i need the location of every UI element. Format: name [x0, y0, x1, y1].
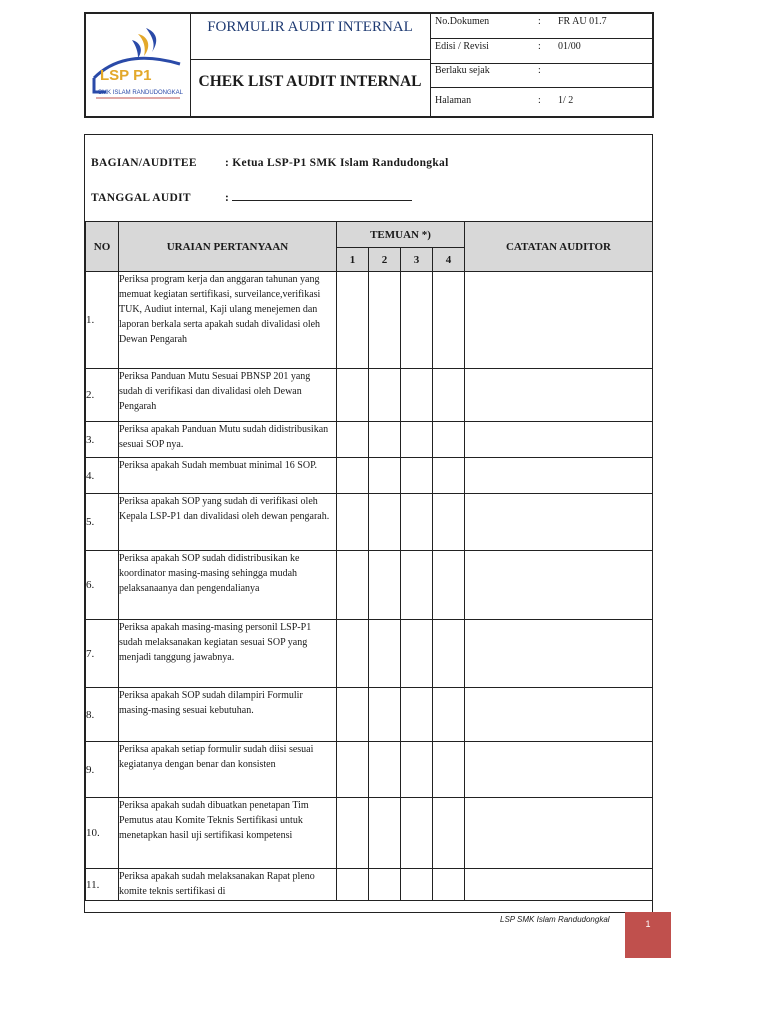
temuan-3-cell[interactable] [401, 369, 433, 422]
temuan-3-cell[interactable] [401, 272, 433, 369]
catatan-cell[interactable] [465, 369, 653, 422]
temuan-1-cell[interactable] [337, 272, 369, 369]
temuan-3-cell[interactable] [401, 620, 433, 688]
meta-colon: : [538, 16, 541, 27]
temuan-3-cell[interactable] [401, 798, 433, 869]
temuan-4-cell[interactable] [433, 458, 465, 494]
logo-text: LSP P1 [100, 67, 152, 84]
catatan-cell[interactable] [465, 620, 653, 688]
meta-value: 1/ 2 [558, 95, 574, 106]
temuan-1-cell[interactable] [337, 620, 369, 688]
temuan-1-cell[interactable] [337, 458, 369, 494]
temuan-1-cell[interactable] [337, 869, 369, 901]
catatan-cell[interactable] [465, 272, 653, 369]
logo-cell [86, 14, 191, 116]
date-field [91, 189, 412, 204]
temuan-1-cell[interactable] [337, 422, 369, 458]
row-number: 3. [86, 422, 119, 458]
meta-row [430, 14, 652, 39]
col-temuan-2: 2 [369, 248, 401, 272]
temuan-4-cell[interactable] [433, 551, 465, 620]
catatan-cell[interactable] [465, 494, 653, 551]
meta-key: No.Dokumen [435, 16, 490, 27]
question-text: Periksa apakah SOP sudah didistribusikan ke koordinator masing-masing sehingga mudah pelaksanaanya dan pengendalianya [119, 551, 337, 620]
meta-row [430, 39, 652, 64]
temuan-3-cell[interactable] [401, 688, 433, 742]
document-header [84, 12, 654, 118]
table-row [86, 620, 653, 688]
table-row [86, 742, 653, 798]
temuan-4-cell[interactable] [433, 422, 465, 458]
temuan-4-cell[interactable] [433, 688, 465, 742]
temuan-3-cell[interactable] [401, 494, 433, 551]
temuan-2-cell[interactable] [369, 688, 401, 742]
date-label: TANGGAL AUDIT [91, 192, 191, 204]
col-catatan: CATATAN AUDITOR [465, 222, 653, 272]
lsp-logo [86, 14, 190, 116]
meta-value: 01/00 [558, 41, 581, 52]
temuan-2-cell[interactable] [369, 869, 401, 901]
date-input-line[interactable] [232, 189, 412, 201]
question-text: Periksa Panduan Mutu Sesuai PBNSP 201 yang sudah di verifikasi dan divalidasi oleh Dewan Pengarah [119, 369, 337, 422]
catatan-cell[interactable] [465, 458, 653, 494]
temuan-2-cell[interactable] [369, 494, 401, 551]
temuan-3-cell[interactable] [401, 869, 433, 901]
table-row [86, 551, 653, 620]
row-number: 10. [86, 798, 119, 869]
checklist-table [85, 221, 653, 901]
meta-colon: : [538, 95, 541, 106]
catatan-cell[interactable] [465, 551, 653, 620]
temuan-1-cell[interactable] [337, 742, 369, 798]
col-temuan-3: 3 [401, 248, 433, 272]
date-colon: : [225, 192, 230, 204]
temuan-1-cell[interactable] [337, 494, 369, 551]
row-number: 11. [86, 869, 119, 901]
temuan-2-cell[interactable] [369, 369, 401, 422]
question-text: Periksa apakah sudah dibuatkan penetapan Tim Pemutus atau Komite Teknis Sertifikasi untuk menetapkan hasil uji sertifikasi kompetensi [119, 798, 337, 869]
row-number: 9. [86, 742, 119, 798]
table-row [86, 422, 653, 458]
col-temuan: TEMUAN *) [337, 222, 465, 248]
temuan-1-cell[interactable] [337, 688, 369, 742]
temuan-4-cell[interactable] [433, 369, 465, 422]
temuan-2-cell[interactable] [369, 272, 401, 369]
temuan-4-cell[interactable] [433, 742, 465, 798]
temuan-1-cell[interactable] [337, 369, 369, 422]
form-title: FORMULIR AUDIT INTERNAL [190, 14, 430, 60]
temuan-2-cell[interactable] [369, 620, 401, 688]
title-cell [190, 14, 431, 116]
auditee-value: : Ketua LSP-P1 SMK Islam Randudongkal [225, 157, 449, 169]
table-row [86, 869, 653, 901]
col-no: NO [86, 222, 119, 272]
temuan-1-cell[interactable] [337, 551, 369, 620]
meta-colon: : [538, 41, 541, 52]
catatan-cell[interactable] [465, 422, 653, 458]
temuan-4-cell[interactable] [433, 272, 465, 369]
row-number: 2. [86, 369, 119, 422]
question-text: Periksa apakah Sudah membuat minimal 16 SOP. [119, 458, 337, 494]
catatan-cell[interactable] [465, 798, 653, 869]
meta-value: FR AU 01.7 [558, 16, 607, 27]
catatan-cell[interactable] [465, 688, 653, 742]
catatan-cell[interactable] [465, 869, 653, 901]
checklist-title: CHEK LIST AUDIT INTERNAL [198, 73, 422, 90]
temuan-4-cell[interactable] [433, 869, 465, 901]
page-number: 1 [625, 912, 671, 958]
meta-key: Berlaku sejak [435, 65, 490, 76]
col-uraian: URAIAN PERTANYAAN [119, 222, 337, 272]
temuan-4-cell[interactable] [433, 494, 465, 551]
col-temuan-1: 1 [337, 248, 369, 272]
footer-org: LSP SMK Islam Randudongkal [500, 915, 610, 924]
meta-colon: : [538, 65, 541, 76]
question-text: Periksa apakah Panduan Mutu sudah didistribusikan sesuai SOP nya. [119, 422, 337, 458]
catatan-cell[interactable] [465, 742, 653, 798]
row-number: 1. [86, 272, 119, 369]
row-number: 8. [86, 688, 119, 742]
row-number: 7. [86, 620, 119, 688]
row-number: 4. [86, 458, 119, 494]
question-text: Periksa apakah masing-masing personil LSP-P1 sudah melaksanakan kegiatan sesuai SOP yang menjadi tanggung jawabnya. [119, 620, 337, 688]
meta-row [430, 90, 652, 114]
table-row [86, 369, 653, 422]
audit-form [84, 134, 653, 913]
table-row [86, 494, 653, 551]
temuan-4-cell[interactable] [433, 798, 465, 869]
temuan-2-cell[interactable] [369, 551, 401, 620]
temuan-2-cell[interactable] [369, 458, 401, 494]
temuan-2-cell[interactable] [369, 422, 401, 458]
row-number: 5. [86, 494, 119, 551]
temuan-2-cell[interactable] [369, 798, 401, 869]
temuan-2-cell[interactable] [369, 742, 401, 798]
auditee-label: BAGIAN/AUDITEE [91, 157, 197, 169]
col-temuan-4: 4 [433, 248, 465, 272]
table-row [86, 688, 653, 742]
table-row [86, 798, 653, 869]
temuan-3-cell[interactable] [401, 742, 433, 798]
temuan-3-cell[interactable] [401, 422, 433, 458]
logo-subtext: SMK ISLAM RANDUDONGKAL [98, 90, 184, 96]
temuan-1-cell[interactable] [337, 798, 369, 869]
auditee-field [91, 157, 449, 169]
meta-key: Edisi / Revisi [435, 41, 489, 52]
question-text: Periksa program kerja dan anggaran tahunan yang memuat kegiatan sertifikasi, surveilance,verifikasi TUK, Audiut internal, Kaji ulang menejemen dan laporan berkala serta apakah sudah divalidasi oleh Dewan Pengarah [119, 272, 337, 369]
temuan-3-cell[interactable] [401, 551, 433, 620]
doc-meta [430, 14, 652, 116]
row-number: 6. [86, 551, 119, 620]
meta-row [430, 63, 652, 88]
table-row [86, 458, 653, 494]
question-text: Periksa apakah sudah melaksanakan Rapat pleno komite teknis sertifikasi di [119, 869, 337, 901]
temuan-4-cell[interactable] [433, 620, 465, 688]
meta-key: Halaman [435, 95, 472, 106]
question-text: Periksa apakah SOP sudah dilampiri Formulir masing-masing sesuai kebutuhan. [119, 688, 337, 742]
question-text: Periksa apakah SOP yang sudah di verifikasi oleh Kepala LSP-P1 dan divalidasi oleh dewan pengarah. [119, 494, 337, 551]
temuan-3-cell[interactable] [401, 458, 433, 494]
question-text: Periksa apakah setiap formulir sudah diisi sesuai kegiatanya dengan benar dan konsisten [119, 742, 337, 798]
table-row [86, 272, 653, 369]
